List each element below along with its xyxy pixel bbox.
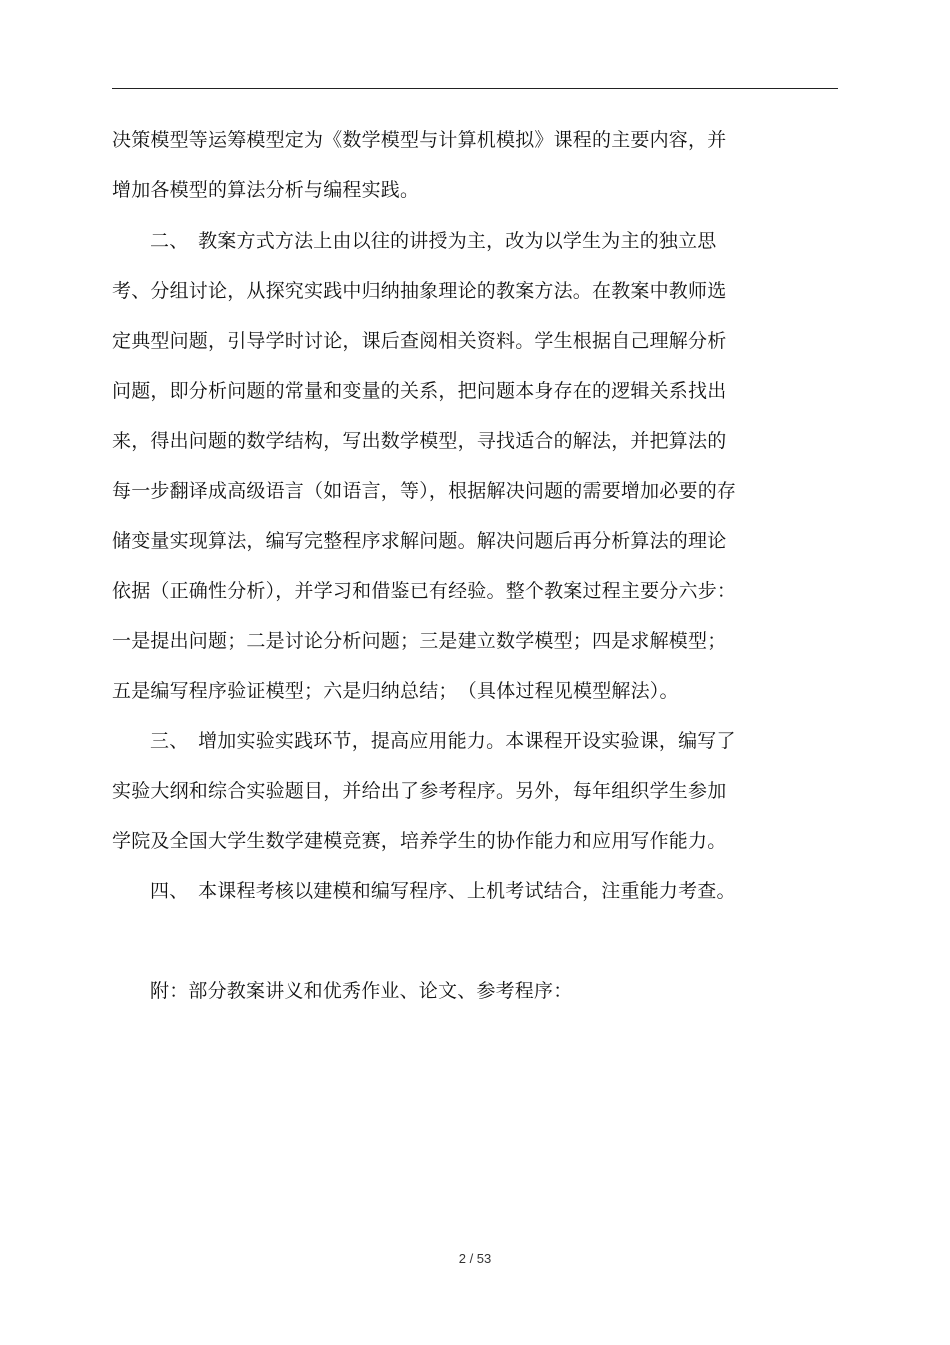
text-line: 一是提出问题；二是讨论分析问题；三是建立数学模型；四是求解模型； [112, 630, 727, 652]
text-line: 问题，即分析问题的常量和变量的关系，把问题本身存在的逻辑关系找出 [112, 380, 727, 402]
text-line: 学院及全国大学生数学建模竞赛，培养学生的协作能力和应用写作能力。 [112, 830, 727, 852]
section-4-heading-line: 四、 本课程考核以建模和编写程序、上机考试结合，注重能力考查。 [150, 880, 736, 902]
text-line: 来，得出问题的数学结构，写出数学模型，寻找适合的解法，并把算法的 [112, 430, 727, 452]
appendix-line: 附：部分教案讲义和优秀作业、论文、参考程序： [150, 980, 573, 1002]
section-2-heading-line: 二、 教案方式方法上由以往的讲授为主，改为以学生为主的独立思 [150, 230, 717, 252]
text-line: 每一步翻译成高级语言（如语言，等），根据解决问题的需要增加必要的存 [112, 480, 737, 502]
text-line: 决策模型等运筹模型定为《数学模型与计算机模拟》课程的主要内容，并 [112, 129, 727, 151]
text-line: 依据（正确性分析），并学习和借鉴已有经验。整个教案过程主要分六步： [112, 580, 737, 602]
text-line: 考、分组讨论，从探究实践中归纳抽象理论的教案方法。在教案中教师选 [112, 280, 727, 302]
header-rule [112, 88, 838, 89]
page-number: 2 / 53 [458, 1251, 492, 1266]
text-line: 实验大纲和综合实验题目，并给出了参考程序。另外，每年组织学生参加 [112, 780, 727, 802]
section-3-heading-line: 三、 增加实验实践环节，提高应用能力。本课程开设实验课，编写了 [150, 730, 736, 752]
text-line: 定典型问题，引导学时讨论，课后查阅相关资料。学生根据自己理解分析 [112, 330, 727, 352]
text-line: 增加各模型的算法分析与编程实践。 [112, 179, 420, 201]
text-line: 储变量实现算法，编写完整程序求解问题。解决问题后再分析算法的理论 [112, 530, 727, 552]
text-line: 五是编写程序验证模型；六是归纳总结； （具体过程见模型解法）。 [112, 680, 679, 702]
